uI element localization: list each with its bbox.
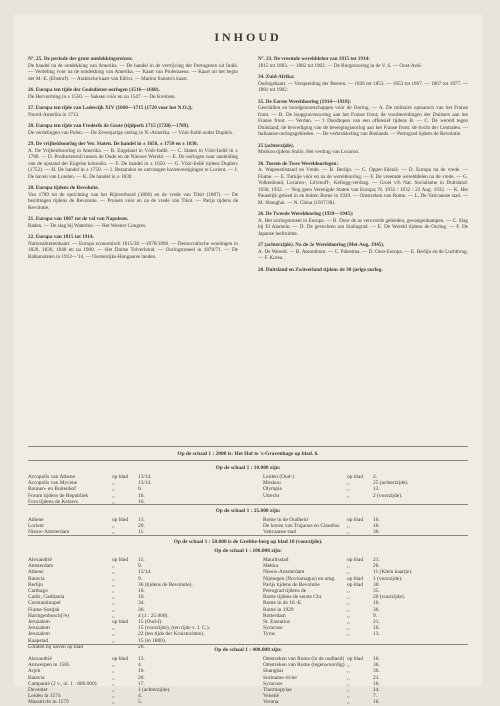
place-name: Berlijn (28, 581, 43, 588)
page-reference: 15. (138, 557, 145, 563)
place-name: Jeruzalem (28, 631, 50, 638)
place-name: Fora tijdens de Keizers (28, 498, 78, 505)
page-reference: 9. (138, 575, 143, 582)
place-name: Kaapstad (28, 637, 49, 644)
blad-label: ,, (112, 588, 115, 595)
entry-text: A. Wapenstilstand en Vrede. — B. Berlijn. — C. Opper-Silezië. — D. Europa na de vrede. — Fiume. — E. Turkije vóór en na de wereldoorlog. — F. De vreemde werelddelen na de vrede. — G. Volkenbond, Locarno-, Litvinoff-, Kellogg-verdrag. — Groei v/h Nat. Socialisme in Duitsland: 1930, 1932. — Nog geen Verenigde Staten van Europa; N. 1932 / 1932 / 23 Aug. 1932. — K. Het Pauselijk gebied in en buiten Rome in 1929. — Omstreken van Rome. — L. De Vaticaanse stad. — M. Shanghai. — N. China (1937/38). (258, 167, 468, 206)
page-reference: 25 (achterzijde). (373, 480, 409, 487)
place-name: Alexandrië (28, 557, 52, 563)
blad-label: op blad (347, 656, 364, 662)
blad-label: ,, (112, 563, 115, 570)
place-name: Antwerpen in 1585 (28, 662, 70, 669)
place-name: Olympia (263, 486, 282, 493)
page-reference: 16. (373, 625, 380, 632)
blad-label: ,, (112, 631, 115, 638)
page-reference: 13/14. (138, 474, 152, 480)
right-column (258, 56, 468, 278)
scale-list-right (263, 557, 468, 650)
scale-list-left (28, 517, 233, 536)
place-name: Batavia (28, 674, 45, 681)
document-page (14, 14, 482, 706)
blad-label: ,, (112, 575, 115, 582)
entry-text: Baden. — De slag bij Waterloo. — Het Weener Congres. (28, 222, 147, 229)
page-reference: 13/14. (138, 569, 152, 576)
place-name: Maastricht in 1579 (28, 699, 69, 706)
place-name: Nijmegen (Noviomagus) en omg. (263, 575, 336, 582)
place-name: Rome in de Oudheid (263, 517, 308, 523)
page-reference: 9. (138, 563, 143, 570)
page-reference: 16. (373, 699, 380, 706)
scale-list-row (263, 699, 468, 705)
entry-heading: 26. Europa ten tijde der Godsdienst-oorlogen (1516—1660). (28, 87, 160, 93)
page-reference: 16. (373, 517, 380, 523)
page-reference: 4. (138, 693, 143, 700)
page-reference: 16. (373, 600, 380, 607)
blad-label: ,, (347, 486, 350, 493)
contents-entry (258, 143, 468, 156)
place-name: Syracuse (263, 680, 283, 687)
place-name: Venetië (263, 693, 280, 700)
contents-entry (28, 105, 238, 118)
blad-label: ,, (347, 668, 350, 675)
place-name: Parijs tijdens de Revolutie (263, 581, 320, 588)
entry-heading: 25 (achterzijde). (258, 142, 295, 149)
page-reference: 34. (138, 600, 145, 607)
entry-heading: 27. Europa ten tijde van Lodewijk XIV (1660—1715 (1720 voor het N.O.)). (28, 105, 193, 111)
place-name: Arjeh (28, 668, 41, 675)
place-name: Forum tijdens de Republiek (28, 492, 89, 499)
section-divider (28, 644, 468, 645)
page-reference: 17. (138, 680, 145, 687)
scale-heading: Op de schaal 1 : 400.000 zijn: (214, 647, 282, 653)
page-reference: 20. (138, 643, 145, 650)
blad-label: ,, (347, 699, 350, 706)
page-reference: 16. (138, 588, 145, 595)
scale-400000-section (28, 647, 468, 706)
scale-list-right (263, 517, 468, 536)
entry-heading: 26. De Tweede Wereldoorlog (1939—1945): (258, 211, 354, 217)
page-reference: 14. (373, 687, 380, 694)
page-reference: 20. (138, 674, 145, 681)
place-name: Leiden in 1574 (28, 693, 61, 700)
blad-label: op blad (347, 581, 364, 588)
entry-text: De handel na de ontdekking van Amerika. — De handel in de vertrijving der Portugezen uit Indië. — Verdeling voor na de ontdekking van Amerika. — Kaart van Ptolemaeus. — Kaart uit het begin der M.-E. (Ebstorf). — Arabische kaart van Edrisi. — Marino Sanuto's kaart. (28, 62, 238, 82)
entry-text: A. De Wereld. — B. Atoombom. — C. Palestina. — D. Oost-Europa. — E. Berlijn en de Luchtbrug. — F. Korea. (258, 248, 468, 261)
place-name: Acropolis van Mycene (28, 480, 78, 487)
section-divider (28, 535, 468, 536)
entry-heading: 27 (achterzijde). Na de 2e Wereldoorlog (Mei-Aug. 1945). (258, 242, 385, 248)
blad-label: op blad (347, 474, 364, 480)
page-reference: 36. (138, 606, 145, 613)
blad-label: op blad (347, 517, 364, 523)
blad-label: ,, (347, 625, 350, 632)
blad-label: ,, (347, 619, 350, 626)
blad-label: op blad (112, 474, 129, 480)
scale-list-left (28, 656, 233, 706)
blad-label: ,, (112, 680, 115, 687)
entry-text: De verdelingen van Polen. — De Zevenjarige oorlog in N.-Amerika. — Vóór-Indië onder Dupleix. (28, 129, 234, 136)
place-name: Petrograd tijdens de (263, 588, 307, 595)
section-divider (28, 504, 468, 505)
place-name: Suriname-rivier (263, 674, 298, 681)
page-reference: 11 (Klein kaartje). (373, 569, 413, 576)
scale-list-row (28, 699, 233, 705)
place-name: Acropolis van Athene (28, 474, 76, 480)
entry-text: Moskou tijdens Stalin. Het verdrag van Locarno. (258, 149, 360, 155)
contents-entry (28, 87, 238, 100)
entry-heading: 36. Tussen de Twee Wereldoorlogen: (258, 160, 339, 167)
entry-text: A. De Vrijheidsoorlog in Amerika. — B. Engeland in Vóór-Indië. — C. Staten in Vóór-Indië in ± 1780. — D. Productenruil tussen de Oude en de Nieuwe Wereld. — E. De oorlogen naar aanleiding van de opstand der Engelse koloniën. — F. De handel in ± 1650. — G. Vóór-Indië tijdens Dupleix (1752). — H. De handel in ± 1750. — I. Bestanden en ontvangen havenvestigingen te Lorient. — J. De haven van Londen. — K. De handel in ± 1830. (28, 147, 238, 180)
page-reference: 36. (373, 668, 380, 675)
contents-entry (28, 216, 238, 229)
page-reference: 13. (138, 656, 145, 662)
scale-heading: Op de schaal 1 : 25.000 zijn: (215, 508, 281, 514)
place-name: Rome in 1929 (263, 606, 294, 613)
section-divider (28, 446, 468, 447)
blad-label: ,, (347, 687, 350, 694)
place-name: Moskou (263, 480, 281, 487)
entry-heading: 28. Duitsland en Zwitserland tijdens de 30-jarige oorlog. (258, 266, 383, 273)
place-name: Thermopylae (263, 687, 292, 694)
entry-text: Noord-Amerika in 1713. (28, 111, 80, 118)
blad-label: ,, (347, 529, 350, 536)
page-reference: 2 (voorzijde). (373, 492, 403, 499)
blad-label: ,, (112, 498, 115, 505)
contents-columns (28, 56, 468, 452)
blad-label: ,, (347, 662, 350, 669)
place-name: St. Eustatius (263, 619, 290, 626)
page-reference: 26. (373, 563, 380, 570)
contents-entry (258, 56, 468, 69)
page-reference: 5. (138, 699, 143, 706)
contents-entry (258, 211, 468, 237)
blad-label: ,, (112, 668, 115, 675)
page-title: INHOUD (214, 30, 282, 44)
entry-text: Geschillen en bondgenootschappen vóór de Oorlog. — A. De militaire opmarsch van het Franse front. — B. De loopgravenoorlog aan het Franse front; de voorbereidingen der Duitsers aan het Franse front. — Verdun. — 't Doodtopen van een offensief tijdens B. — C. De wereld tegen Duitsland; de bevrediging van de bewegingsoorlog aan het Franse front; de bocht der Centralen. — Italiaanse oorlogsgebieden. — De verbrokkeling van Ruslands. — Petrograd tijdens de Revolutie. (258, 105, 468, 137)
place-name: Alexandrië (28, 656, 52, 662)
contents-entry (258, 161, 468, 207)
page-reference: 36. (373, 529, 380, 536)
place-name: Utrecht (263, 492, 280, 499)
contents-entry (28, 56, 238, 82)
blad-label: ,, (112, 569, 115, 576)
place-name: Athene (28, 517, 44, 523)
place-name: Omstreken van Rome (in de oudheid) (263, 656, 345, 662)
scale-list-right (263, 656, 468, 706)
blad-label: ,, (112, 612, 115, 619)
place-name: Lorient (28, 523, 44, 530)
blad-label: ,, (347, 563, 350, 570)
place-name: Jeruzalem (28, 619, 50, 626)
place-name: Carthago (28, 588, 48, 595)
left-column (28, 56, 238, 265)
place-name: Jeruzalem (28, 625, 50, 632)
page-reference: 22 (ten tijde der Kruistochten). (138, 631, 205, 638)
page-reference: 11. (138, 529, 145, 536)
page-reference: 13. (373, 486, 380, 493)
entry-text: Van 1789 tot de oprichting van het Rijnverbond (1806) en de vrede van Tilsit (1807). — De bezittingen tijdens de Revolutie. — Pruisen vóór en na de vrede van Tilsit. — Parijs tijdens de Revolutie. (28, 191, 238, 211)
contents-entry (28, 123, 238, 136)
scale-10000-section (28, 465, 468, 505)
place-name: Nieuw-Amsterdam (28, 529, 70, 536)
place-name: Bonnen- en Buitenhof (28, 486, 76, 493)
page-reference: 16. (138, 498, 145, 505)
place-name: Tyrus (263, 631, 276, 638)
entry-heading: 22. Europa van 1815 tot 1914. (28, 234, 94, 240)
blad-label: op blad (112, 517, 129, 523)
page-reference: 16. (373, 680, 380, 687)
page-reference: 7. (373, 693, 378, 700)
blad-label: ,, (112, 693, 115, 700)
page-reference: 20 (voorzijde). (373, 594, 406, 601)
blad-label: op blad (347, 575, 364, 582)
blad-label: ,, (347, 480, 350, 487)
page-reference: 21. (373, 674, 380, 681)
place-name: Londen bij haven op blad (28, 643, 84, 650)
place-name: Cadiz, Gaditania (28, 594, 65, 601)
place-name: Mekka (263, 563, 278, 570)
scale-100000-section (28, 539, 468, 650)
scale-heading: Op de schaal 1 : 50.000 is de Grebbe-berg op blad 10 (voorzijde). (173, 539, 323, 545)
entry-text: A. Het oorlogstoneel in Europa. — B. Door de as veroverde gebieden, gevangenkampen. — C. Slag bij El Alamein. — D. De gevechten om Stalingrad. — E. De Wereld tijdens de Oorlog. — F. De Japanse leefruimte. (258, 217, 468, 237)
blad-label: ,, (112, 529, 115, 536)
blad-label: ,, (347, 569, 350, 576)
place-name: Leiden (Oud-) (263, 474, 294, 480)
place-name: Rome in de 16.-E. (263, 600, 303, 607)
page-reference: 16. (373, 656, 380, 662)
blad-label: ,, (112, 600, 115, 607)
contents-entry (258, 267, 468, 274)
entry-text: De Hervorming in ± 1550. — Saksen vóór en na 1547. — De Kreitsen. (28, 93, 176, 100)
scale-list-left (28, 557, 233, 650)
page-reference: 21. (373, 619, 380, 626)
scale-heading: Op de schaal 1 : 10.000 zijn: (215, 465, 281, 471)
blad-label: op blad (112, 557, 129, 563)
page-reference: 21. (373, 557, 380, 563)
entry-text: Nationaliteitenkaart. — Europa economisch 1815/30 —1870/1890. — Democratische woelingen in 1820, 1830, 1848 en na 1900. — Het Duitse Tolverbond. — Oorlogstoneel in 1870/71. — De Balkanstaten in 1912—'14. — Oostenrijks-Hongaarse landen. (28, 240, 238, 260)
scale-25000-section (28, 508, 468, 536)
entry-text: Oorlogskaart. — Verspreiding der Boeren. — 1836 tot 1853. — 1853 tot 1867. — 1867 tot 1877. — 1881 tot 1902. (258, 80, 468, 93)
page-reference: 16. (138, 492, 145, 499)
blad-label: ,, (112, 581, 115, 588)
page-reference: 4 (1 : 25.000). (138, 612, 169, 619)
entry-heading: Nº. 25. De periode der grote ontdekkingsreizen: (28, 56, 133, 62)
contents-entry (258, 99, 468, 138)
page-reference: 9. (373, 612, 378, 619)
blad-label: ,, (112, 486, 115, 493)
place-name: Rotterdam (263, 612, 286, 619)
place-name: Athene (28, 569, 44, 576)
entry-heading: Nº. 33. De vreemde werelddelen van 1815 tot 1914: (258, 56, 370, 62)
blad-label: ,, (347, 680, 350, 687)
contents-entry (258, 74, 468, 94)
page-reference: 10. (138, 668, 145, 675)
place-name: Fiume-Sostjak (28, 606, 60, 613)
page-reference: 36. (373, 606, 380, 613)
blad-label: ,, (112, 606, 115, 613)
blad-label: ,, (112, 625, 115, 632)
place-name: Verona (263, 699, 279, 706)
place-name: Campanië (2 v., ni. 1 : 800.000) (28, 680, 97, 687)
contents-entry (258, 242, 468, 262)
blad-label: ,, (347, 674, 350, 681)
blad-label: ,, (112, 687, 115, 694)
blad-label: op blad (112, 656, 129, 662)
scale-list-left (28, 474, 233, 505)
page-reference: 20. (138, 523, 145, 530)
blad-label: ,, (112, 637, 115, 644)
blad-label: ,, (347, 588, 350, 595)
place-name: Vaticaanse stad (263, 529, 297, 536)
blad-label: ,, (112, 492, 115, 499)
place-name: De haven van Trajanus en Claudius (263, 523, 340, 530)
page-reference: 13/14. (138, 480, 152, 487)
page-reference: 13. (373, 631, 380, 638)
page-reference: 30. (373, 581, 380, 588)
page-reference: 6. (138, 486, 143, 493)
page-reference: 1 (voorzijde). (373, 575, 403, 582)
scale-list-row (263, 631, 468, 637)
entry-heading: 28. Europa ten tijde van Frederik de Grote (tijdperk 1715 (1720)—1789). (28, 123, 190, 129)
entry-heading: 35. De Eerste Wereldoorlog (1914—1918): (258, 98, 352, 105)
scale-subheading: Op de schaal 1 : 100.000 zijn: (214, 548, 282, 554)
place-name: Shanghai (263, 668, 284, 675)
place-name: Amsterdam (28, 563, 54, 570)
scale-heading: Op de schaal 1 : 2000 is: Het Hof te 's-Gravenhage op blad. 6. (177, 451, 319, 457)
place-name: Deventer (28, 687, 48, 694)
place-name: Batavia (28, 575, 45, 582)
place-name: Rome tijdens de eerste Chr. (263, 594, 323, 601)
page-reference: 4. (138, 662, 143, 669)
scale-list-row (263, 493, 468, 499)
blad-label: ,, (112, 674, 115, 681)
entry-heading: 34. Zuid-Afrika: (258, 74, 295, 80)
entry-heading: 29. De vrijheidsoorlog der Ver. Staten. De handel in ± 1650, ± 1750 en ± 1830. (28, 141, 198, 147)
blad-label: ,, (112, 523, 115, 530)
entry-text: 1815 tot 1883. — 1882 tot 1902. — De Burgeroorlog in de V. S. — Oost-Azië. (258, 62, 422, 69)
blad-label: ,, (347, 631, 350, 638)
contents-entry (28, 185, 238, 211)
section-divider (28, 460, 468, 461)
blad-label: ,, (347, 594, 350, 601)
page-reference: 1 (achterzijde). (138, 687, 171, 694)
place-name: Constantinopel (28, 600, 61, 607)
entry-heading: 21. Europa van 1807 tot de val van Napoleon. (28, 216, 129, 222)
entry-heading: 20. Europa tijdens de Revolutie. (28, 185, 99, 191)
blad-label: ,, (112, 699, 115, 706)
blad-label: ,, (112, 594, 115, 601)
page-reference: 13. (138, 517, 145, 523)
scale-2000-section (28, 451, 468, 460)
blad-label: op blad (112, 619, 129, 626)
blad-label: ,, (347, 612, 350, 619)
blad-label: op blad (347, 557, 364, 563)
place-name: Haringenbosch(?e) (28, 612, 70, 619)
page-reference: 16. (373, 523, 380, 530)
blad-label: ,, (112, 662, 115, 669)
contents-entry (28, 141, 238, 180)
page-reference: 36. (373, 662, 380, 669)
place-name: Nieuw-Amsterdam (263, 569, 305, 576)
scale-list-right (263, 474, 468, 505)
place-name: Syracuse (263, 625, 283, 632)
page-reference: 36 (tijdens de Revolutie). (138, 581, 193, 588)
page-reference: 16. (138, 594, 145, 601)
page-reference: 2. (373, 474, 378, 480)
blad-label: ,, (347, 693, 350, 700)
blad-label: ,, (347, 523, 350, 530)
blad-label: ,, (347, 600, 350, 607)
place-name: Mauritsstad (263, 557, 289, 563)
page-reference: 15 (voorzijde), (ten tijde v. J. C.). (138, 625, 210, 632)
blad-label: ,, (347, 492, 350, 499)
blad-label: ,, (347, 606, 350, 613)
contents-entry (28, 234, 238, 260)
place-name: Omstreken van Rome (tegenwoordig) (263, 662, 345, 669)
page-reference: 15 (in 1800). (138, 637, 166, 644)
page-reference: 15 (Oud-I). (138, 619, 163, 626)
blad-label: ,, (112, 480, 115, 487)
page-reference: 35. (373, 588, 380, 595)
